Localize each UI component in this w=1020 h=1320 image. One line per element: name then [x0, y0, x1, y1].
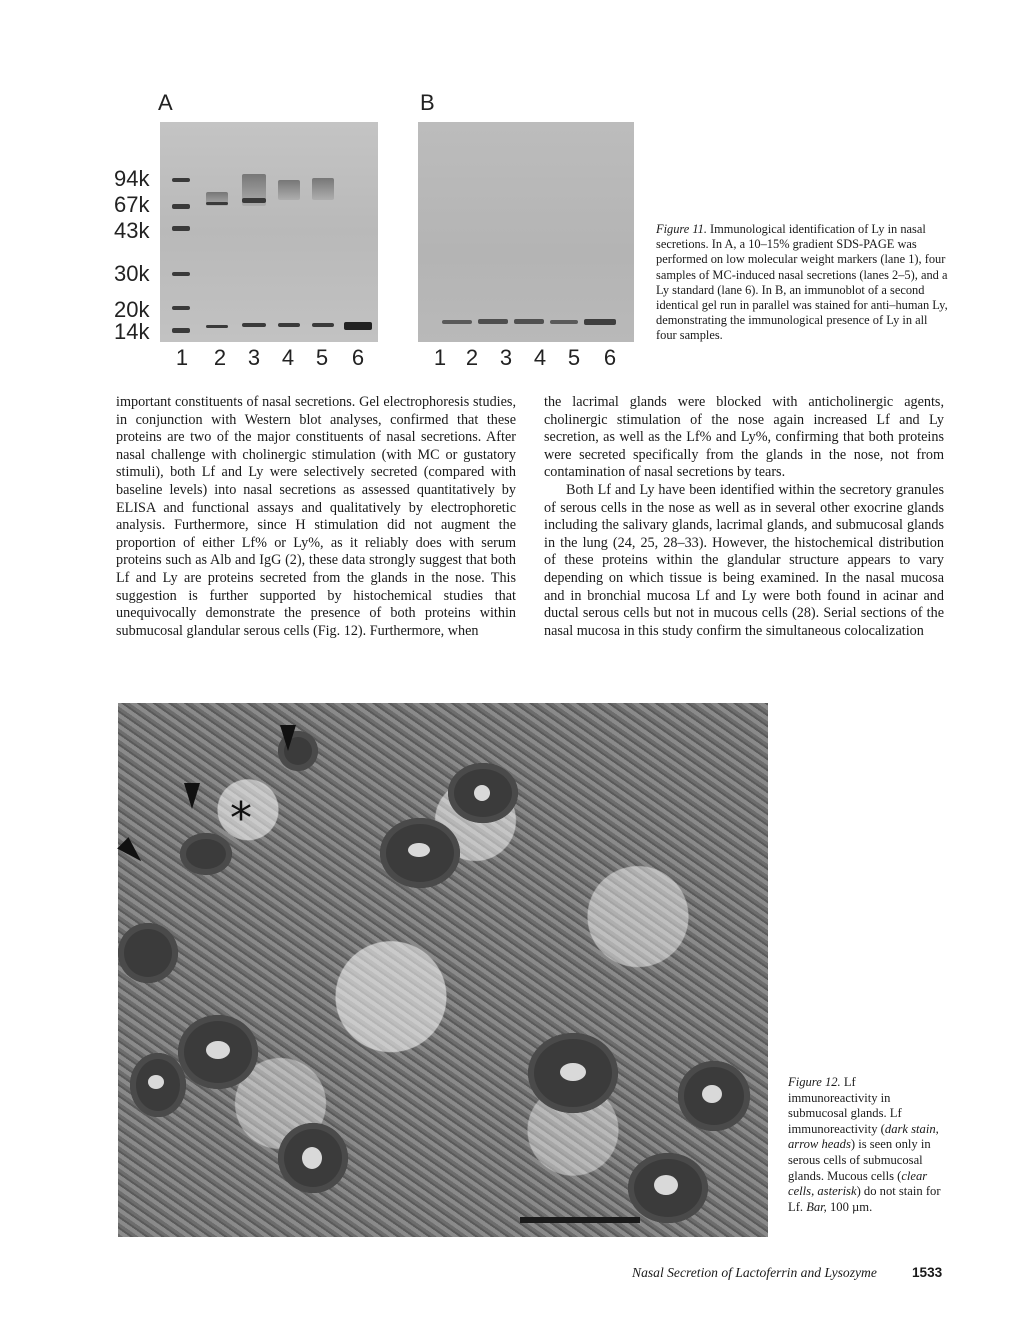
caption-text-italic: clear cells, asterisk — [788, 1168, 928, 1199]
lane-b-4: 4 — [533, 345, 547, 370]
arrowhead-marker — [117, 837, 147, 867]
running-title: Nasal Secretion of Lactoferrin and Lysozyme — [632, 1265, 877, 1280]
panel-a-letter: A — [158, 90, 173, 115]
paragraph: Both Lf and Ly have been identified within the secretory granules of serous cells in the nose as well as in several other exocrine glands including the salivary glands, lacrimal glands, and submucosal glands in the lung (24, 25, 28–33). However, the histochemical distribution of these proteins within the glandular structure appears to vary depending on which tissue is being examined. In the nasal mucosa and in bronchial mucosa Lf and Ly were both found in acinar and ductal serous cells but not in mucous cells (28). Serial sections of the nasal mucosa in this study confirm the simultaneous colocalization — [544, 481, 944, 639]
arrowhead-marker — [184, 783, 200, 809]
gel-panel-b — [418, 122, 634, 342]
lane-a-4: 4 — [281, 345, 295, 370]
mw-label-67k: 67k — [114, 192, 150, 217]
text-column-right — [544, 394, 944, 640]
mw-label-14k: 14k — [114, 319, 150, 344]
lane-a-3: 3 — [247, 345, 261, 370]
figure-12-label: Figure 12. — [788, 1075, 841, 1089]
scale-bar — [520, 1217, 640, 1223]
asterisk-marker: * — [230, 793, 252, 844]
mw-label-20k: 20k — [114, 297, 150, 322]
mw-label-43k: 43k — [114, 218, 150, 243]
panel-b-letter: B — [420, 90, 435, 115]
lane-b-5: 5 — [567, 345, 581, 370]
caption-text: 100 µm. — [826, 1199, 873, 1214]
page-number: 1533 — [912, 1265, 943, 1280]
caption-text-italic: Bar, — [806, 1199, 827, 1214]
mw-label-30k: 30k — [114, 261, 150, 286]
figure-12-micrograph — [118, 703, 768, 1237]
figure-11-caption — [656, 222, 948, 344]
paragraph: the lacrimal glands were blocked with anticholinergic agents, cholinergic stimulation of the nose again increased Lf and Ly secretion, as well as the Lf% and Ly%, confirming that both proteins were secreted specifically from the glands in the nose, not from contamination of nasal secretions by tears. — [544, 394, 944, 481]
caption-text: ) is seen only in serous cells of submucosal glands. Mucous cells ( — [788, 1137, 931, 1183]
gel-panel-a — [160, 122, 378, 342]
lane-b-3: 3 — [499, 345, 513, 370]
text-column-left — [116, 394, 516, 640]
lane-a-2: 2 — [213, 345, 227, 370]
figure-12-caption — [788, 1075, 948, 1215]
lane-b-1: 1 — [433, 345, 447, 370]
figure-11-label: Figure 11. — [656, 222, 707, 236]
lane-a-5: 5 — [315, 345, 329, 370]
mw-label-94k: 94k — [114, 166, 150, 191]
paragraph: important constituents of nasal secretions. Gel electrophoresis studies, in conjunction with Western blot analyses, confirmed that these proteins are two of the major constituents of nasal secretions. After nasal challenge with cholinergic stimulation (with MC or gustatory stimuli), both Lf and Ly were selectively secreted (compared with baseline levels) into nasal secretions as assessed quantitatively by ELISA and functional assays and qualitatively by electrophoretic analysis. Furthermore, since H stimulation did not augment the proportion of either Lf% or Ly%, as it reliably does with serum proteins such as Alb and IgG (2), these data strongly suggest that both Lf and Ly are proteins secreted from the glands in the nose. This suggestion is further supported by histochemical studies that unequivocally demonstrate the presence of both proteins within submucosal glandular serous cells (Fig. 12). Furthermore, when — [116, 394, 516, 639]
caption-text: Lf immunoreactivity in submucosal glands. Lf immunoreactivity ( — [788, 1075, 902, 1136]
lane-b-2: 2 — [465, 345, 479, 370]
caption-text-italic: dark stain, arrow heads — [788, 1121, 939, 1152]
lane-b-6: 6 — [603, 345, 617, 370]
caption-text: ) do not stain for Lf. — [788, 1184, 941, 1214]
arrowhead-marker — [280, 725, 296, 751]
figure-11-caption-text: Immunological identification of Ly in nasal secretions. In A, a 10–15% gradient SDS-PAGE was performed on low molecular weight markers (lane 1), four samples of MC-induced nasal secretions (lanes 2–5), and a Ly standard (lane 6). In B, an immunoblot of a second identical gel run in parallel was stained for anti–human Ly, demonstrating the immunological presence of Ly in all four samples. — [656, 222, 948, 343]
lane-a-6: 6 — [351, 345, 365, 370]
lane-a-1: 1 — [175, 345, 189, 370]
